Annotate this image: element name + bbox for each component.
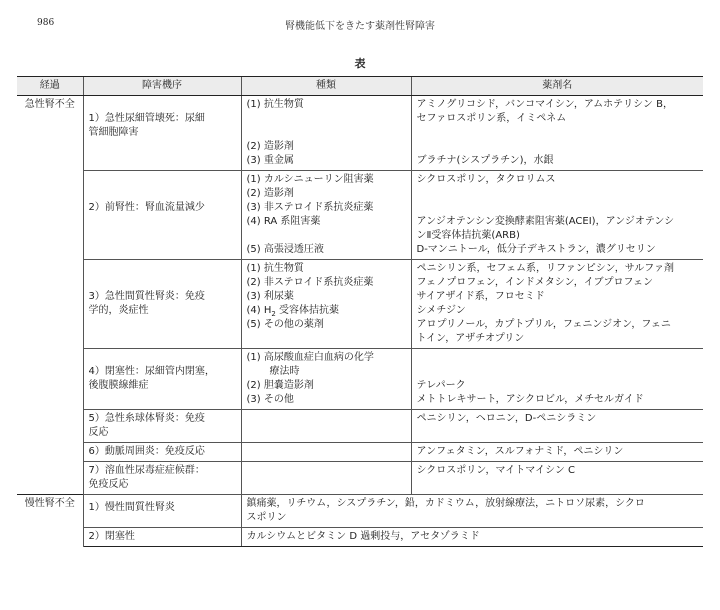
table-row — [17, 260, 703, 349]
column-header-mechanism: 障害機序 — [83, 77, 241, 96]
type-cell: (1) 抗生物質 (2) 造影剤 (3) 重金属 — [241, 96, 411, 171]
drug-cell: アミノグリコシド，バンコマイシン，アムホテリシン B， セファロスポリン系，イミペネム ブラチナ(シスプラチン)，水銀 — [411, 96, 703, 171]
column-header-course: 経過 — [17, 77, 83, 96]
column-header-type: 種類 — [241, 77, 411, 96]
running-title: 腎機能低下をきたす薬剤性腎障害 — [285, 21, 435, 32]
course-chronic: 慢性腎不全 — [17, 495, 83, 547]
drug-cell: テレパーク メトトレキサート，アシクロビル，メチセルガイド — [411, 349, 703, 410]
mechanism-cell: 2）閉塞性 — [83, 528, 241, 547]
mechanism-cell: 1）急性尿細管壊死：尿細 管細胞障害 — [83, 96, 241, 171]
mechanism-cell: 4）閉塞性：尿細管内閉塞， 後腹膜線維症 — [83, 349, 241, 410]
drug-cell: アンフェタミン，スルフォナミド，ペニシリン — [411, 443, 703, 462]
drug-cell: カルシウムとビタミン D 過剰投与，アセタゾラミド — [241, 528, 703, 547]
h2-blocker-type: (4) $H_2$ 受容体拮抗薬 — [246, 305, 340, 318]
type-cell: (1) 抗生物質 (2) 非ステロイド系抗炎症薬 (3) 利尿薬 (4) $H_2$ 受容体拮抗薬 (5) その他の薬剤 — [241, 260, 411, 349]
table-row — [17, 96, 703, 171]
drug-cell: ペニシリン，ヘロニン，D-ペニシラミン — [411, 410, 703, 443]
table-row — [17, 495, 703, 528]
mechanism-cell: 1）慢性間質性腎炎 — [83, 495, 241, 528]
table-row — [17, 410, 703, 443]
table-caption: 表 — [354, 57, 366, 70]
mechanism-cell: 5）急性糸球体腎炎：免疫 反応 — [83, 410, 241, 443]
course-acute: 急性腎不全 — [17, 96, 83, 495]
table-row — [17, 349, 703, 410]
drug-cell: シクロスポリン，タクロリムス アンジオテンシン変換酵素阻害薬(ACEI)，アンジオテンシ ンⅡ受容体拮抗薬(ARB) D-マンニトール，低分子デキストラン，濃グリセリン — [411, 171, 703, 260]
type-cell — [241, 410, 411, 443]
mechanism-cell: 6）動脈周囲炎：免疫反応 — [83, 443, 241, 462]
column-header-drug: 薬剤名 — [411, 77, 703, 96]
table-header-row — [17, 77, 703, 96]
type-cell — [241, 462, 411, 495]
table-row — [17, 528, 703, 547]
table-row — [17, 462, 703, 495]
type-cell — [241, 443, 411, 462]
mechanism-cell: 3）急性間質性腎炎：免疫 学的，炎症性 — [83, 260, 241, 349]
page-number: 986 — [37, 18, 55, 28]
mechanism-cell: 2）前腎性：腎血流量減少 — [83, 171, 241, 260]
table-row — [17, 171, 703, 260]
type-cell: (1) 高尿酸血症白血病の化学 療法時 (2) 胆嚢造影剤 (3) その他 — [241, 349, 411, 410]
mechanism-cell: 7）溶血性尿毒症症候群： 免疫反応 — [83, 462, 241, 495]
drug-cell: 鎮痛薬，リチウム，シスプラチン，鉛，カドミウム，放射線療法，ニトロソ尿素，シクロ スポリン — [241, 495, 703, 528]
drug-nephropathy-table — [17, 76, 703, 547]
type-cell: (1) カルシニューリン阻害薬 (2) 造影剤 (3) 非ステロイド系抗炎症薬 (4) RA 系阻害薬 (5) 高張浸透圧液 — [241, 171, 411, 260]
drug-cell: シクロスポリン，マイトマイシン C — [411, 462, 703, 495]
table-row — [17, 443, 703, 462]
drug-cell: ペニシリン系，セフェム系，リファンピシン，サルファ剤 フェノプロフェン，インドメタシン，イブプロフェン サイアザイド系，フロセミド シメチジン アロプリノール，カプトプリル，フェニンジオン，フェニ トイン，アザチオプリン — [411, 260, 703, 349]
